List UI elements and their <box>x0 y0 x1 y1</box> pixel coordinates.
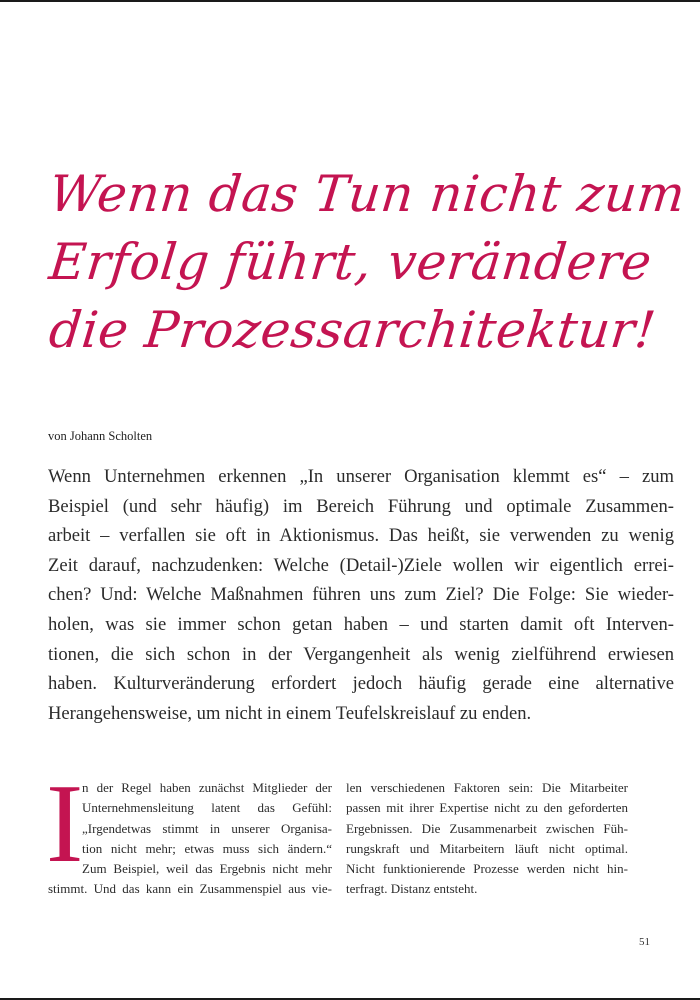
body-line: tion nicht mehr; etwas muss sich ändern.“ <box>82 840 332 856</box>
lead-line: arbeit – verfallen sie oft in Aktionismus. Das heißt, sie verwenden zu wenig <box>48 525 674 547</box>
body-line: Unternehmensleitung latent das Gefühl: <box>82 800 332 816</box>
body-line: „Irgendetwas stimmt in unserer Organisa- <box>82 820 332 836</box>
body-column-2 <box>346 778 628 900</box>
title-line: Erfolg führt, verändere <box>46 233 655 291</box>
body-line: passen mit ihrer Expertise nicht zu den geforderten <box>346 800 628 816</box>
body-line: terfragt. Distanz entsteht. <box>346 881 478 897</box>
page-top-edge <box>0 0 700 2</box>
lead-line: Zeit darauf, nachzudenken: Welche (Detail-)Ziele wollen wir eigentlich errei- <box>48 554 674 576</box>
body-line: Nicht funktionierende Prozesse werden nicht hin- <box>346 861 628 877</box>
body-line: Zum Beispiel, weil das Ergebnis nicht mehr <box>82 861 332 877</box>
lead-line: haben. Kulturveränderung erfordert jedoch häufig gerade eine alternative <box>48 673 674 695</box>
drop-cap: I <box>46 762 84 886</box>
body-line: len verschiedenen Faktoren sein: Die Mitarbeiter <box>346 780 628 795</box>
body-column-1 <box>48 778 332 900</box>
body-line: n der Regel haben zunächst Mitglieder der <box>82 780 332 795</box>
lead-line: Wenn Unternehmen erkennen „In unserer Organisation klemmt es“ – zum <box>48 466 674 487</box>
body-line: stimmt. Und das kann ein Zusammenspiel aus vie- <box>48 881 332 897</box>
lead-line: tionen, die sich schon in der Vergangenheit als wenig zielführend erwiesen <box>48 643 674 665</box>
page-number: 51 <box>639 936 650 948</box>
author-byline: von Johann Scholten <box>48 429 153 443</box>
title-line: die Prozessarchitektur! <box>46 301 659 359</box>
lead-paragraph <box>48 462 674 728</box>
lead-line: chen? Und: Welche Maßnahmen führen uns zum Ziel? Die Folge: Sie wieder- <box>48 584 674 606</box>
lead-line: holen, was sie immer schon getan haben – und starten damit oft Interven- <box>48 613 674 635</box>
article-title <box>46 160 689 364</box>
lead-line: Beispiel (und sehr häufig) im Bereich Führung und optimale Zusammen- <box>48 495 674 517</box>
title-line: Wenn das Tun nicht zum <box>46 165 689 223</box>
lead-line: Herangehensweise, um nicht in einem Teufelskreislauf zu enden. <box>48 702 532 724</box>
body-line: Ergebnissen. Die Zusammenarbeit zwischen Füh- <box>346 820 628 836</box>
body-line: rungskraft und Mitarbeitern läuft nicht optimal. <box>346 840 628 856</box>
